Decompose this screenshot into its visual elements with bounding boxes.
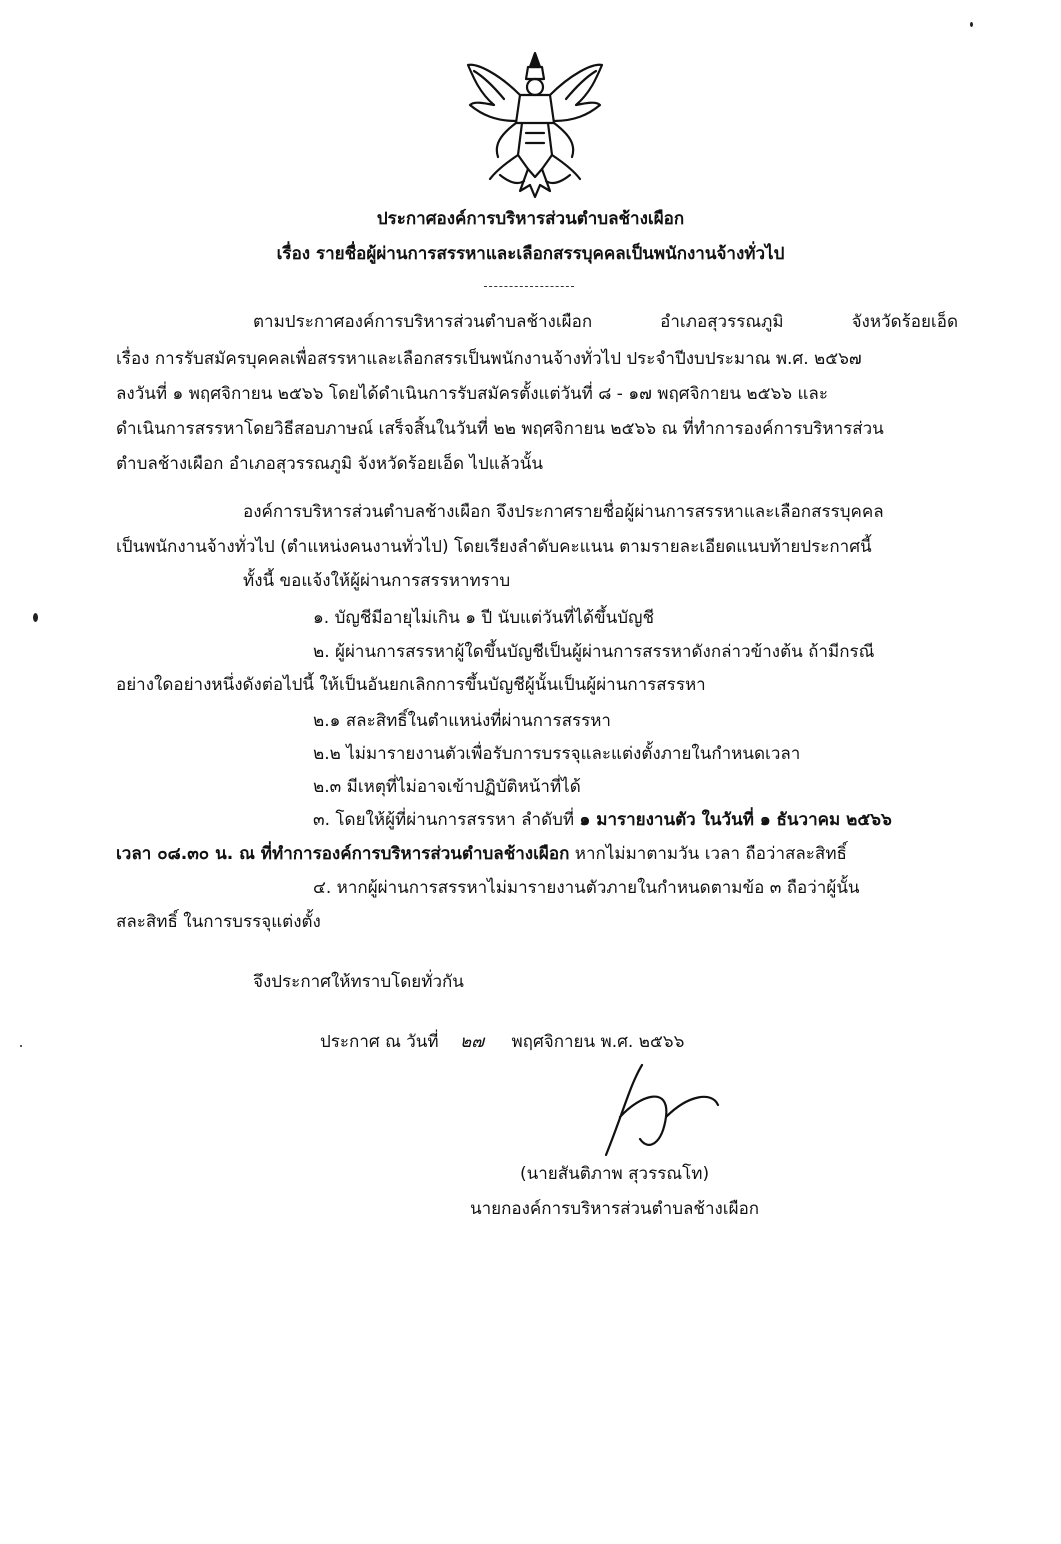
closing-announcement: จึงประกาศให้ทราบโดยทั่วกัน bbox=[253, 972, 464, 992]
para2-line2: เป็นพนักงานจ้างทั่วไป (ตำแหน่งคนงานทั่วไป) โดยเรียงลำดับคะแนน ตามรายละเอียดแนบท้ายประกาศนี้ bbox=[116, 537, 872, 557]
item-4-line1: ๔. หากผู้ผ่านการสรรหาไม่มารายงานตัวภายในกำหนดตามข้อ ๓ ถือว่าผู้นั้น bbox=[313, 878, 860, 898]
item-3-text: ๓. โดยให้ผู้ที่ผ่านการสรรหา ลำดับที่ bbox=[313, 810, 580, 830]
document-subject: เรื่อง รายชื่อผู้ผ่านการสรรหาและเลือกสรรบุคคลเป็นพนักงานจ้างทั่วไป bbox=[276, 244, 785, 264]
para1-line1: ตามประกาศองค์การบริหารส่วนตำบลช้างเผือก อำเภอสุวรรณภูมิ จังหวัดร้อยเอ็ด bbox=[253, 312, 958, 332]
para1-line4: ดำเนินการสรรหาโดยวิธีสอบภาษณ์ เสร็จสิ้นในวันที่ ๒๒ พฤศจิกายน ๒๕๖๖ ณ ที่ทำการองค์การบริหารส่วน bbox=[116, 419, 884, 439]
item-1: ๑. บัญชีมีอายุไม่เกิน ๑ ปี นับแต่วันที่ได้ขึ้นบัญชี bbox=[313, 608, 655, 628]
scan-speck bbox=[33, 613, 38, 622]
item-3-report-date: ๑ มารายงานตัว ในวันที่ ๑ ธันวาคม ๒๕๖๖ bbox=[579, 810, 892, 830]
garuda-emblem-icon bbox=[460, 45, 610, 205]
item-3-line2 bbox=[116, 840, 847, 867]
signer-title: นายกองค์การบริหารส่วนตำบลช้างเผือก bbox=[470, 1199, 760, 1219]
signer-name: (นายสันติภาพ สุวรรณโท) bbox=[520, 1164, 710, 1184]
handwritten-signature bbox=[600, 1055, 740, 1165]
para1-line2: เรื่อง การรับสมัครบุคคลเพื่อสรรหาและเลือกสรรเป็นพนักงานจ้างทั่วไป ประจำปีงบประมาณ พ.ศ. ๒๕๖๗ bbox=[116, 349, 862, 369]
item-3-forfeit-text: หากไม่มาตามวัน เวลา ถือว่าสละสิทธิ์ bbox=[569, 844, 847, 864]
item-2-1: ๒.๑ สละสิทธิ์ในตำแหน่งที่ผ่านการสรรหา bbox=[313, 711, 611, 731]
document-title: ประกาศองค์การบริหารส่วนตำบลช้างเผือก bbox=[376, 209, 685, 229]
para1-line3: ลงวันที่ ๑ พฤศจิกายน ๒๕๖๖ โดยได้ดำเนินการรับสมัครตั้งแต่วันที่ ๘ - ๑๗ พฤศจิกายน ๒๕๖๖ และ bbox=[116, 384, 828, 404]
item-3-report-place: เวลา ๐๘.๓๐ น. ณ ที่ทำการองค์การบริหารส่วนตำบลช้างเผือก bbox=[116, 844, 570, 864]
scan-speck bbox=[20, 1045, 22, 1047]
para2-line1: องค์การบริหารส่วนตำบลช้างเผือก จึงประกาศรายชื่อผู้ผ่านการสรรหาและเลือกสรรบุคคล bbox=[243, 502, 884, 522]
date-prefix: ประกาศ ณ วันที่ bbox=[320, 1032, 439, 1052]
item-2-2: ๒.๒ ไม่มารายงานตัวเพื่อรับการบรรจุและแต่งตั้งภายในกำหนดเวลา bbox=[313, 744, 801, 764]
divider bbox=[484, 286, 574, 287]
date-month-year: พฤศจิกายน พ.ศ. ๒๕๖๖ bbox=[511, 1032, 685, 1052]
item-2-line1: ๒. ผู้ผ่านการสรรหาผู้ใดขึ้นบัญชีเป็นผู้ผ่านการสรรหาดังกล่าวข้างต้น ถ้ามีกรณี bbox=[313, 642, 875, 662]
item-2-line2: อย่างใดอย่างหนึ่งดังต่อไปนี้ ให้เป็นอันยกเลิกการขึ้นบัญชีผู้นั้นเป็นผู้ผ่านการสรรหา bbox=[116, 675, 706, 695]
date-day: ๒๗ bbox=[460, 1032, 485, 1052]
item-4-line2: สละสิทธิ์ ในการบรรจุแต่งตั้ง bbox=[116, 912, 321, 932]
item-3-line1 bbox=[313, 806, 892, 833]
para2-line3: ทั้งนี้ ขอแจ้งให้ผู้ผ่านการสรรหาทราบ bbox=[243, 571, 511, 591]
announcement-date bbox=[320, 1028, 684, 1055]
item-2-3: ๒.๓ มีเหตุที่ไม่อาจเข้าปฏิบัติหน้าที่ได้ bbox=[313, 777, 581, 797]
para1-line5: ตำบลช้างเผือก อำเภอสุวรรณภูมิ จังหวัดร้อยเอ็ด ไปแล้วนั้น bbox=[116, 454, 543, 474]
scan-speck bbox=[970, 22, 973, 27]
